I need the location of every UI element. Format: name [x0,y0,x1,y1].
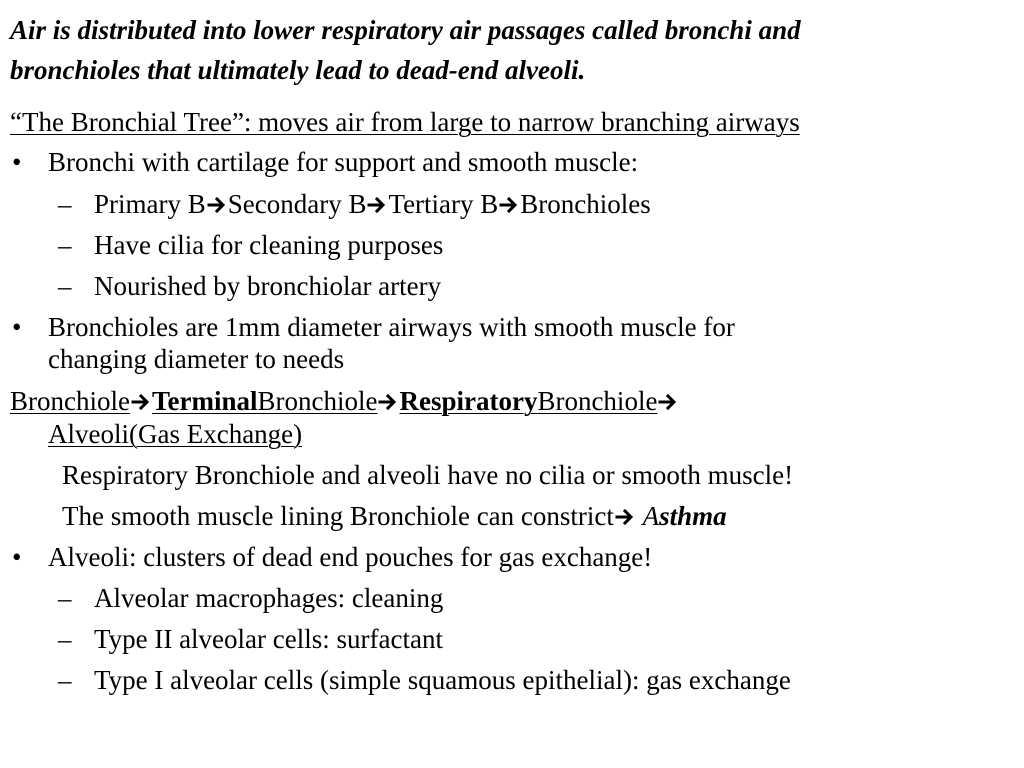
chain-tertiary: Tertiary B [388,189,499,219]
cilia-item: Have cilia for cleaning purposes [94,230,444,260]
type-ii-item: Type II alveolar cells: surfactant [94,624,443,654]
bullet-icon: • [12,542,22,572]
arrow-right-icon [207,195,227,215]
asthma-a: A [642,501,660,531]
pathway-respiratory-bronchiole: Bronchiole [537,386,658,416]
dash-icon: – [58,665,72,695]
dash-icon: – [58,230,72,260]
note-asthma [62,500,727,532]
pathway-line-1 [10,385,679,417]
macrophages-item: Alveolar macrophages: cleaning [94,583,444,613]
artery-item: Nourished by bronchiolar artery [94,271,442,301]
arrow-right-icon [367,195,387,215]
arrow-right-icon [499,195,519,215]
pathway-terminal: Terminal [151,386,258,416]
bullet-icon: • [12,312,22,342]
pathway-bronchiole: Bronchiole [10,386,130,416]
bullet-icon: • [12,147,22,177]
bronchi-item: Bronchi with cartilage for support and smooth muscle: [48,147,639,177]
pathway-line-2: Alveoli(Gas Exchange) [48,419,303,449]
arrow-right-icon [378,392,398,412]
chain-bronchioles: Bronchioles [520,189,651,219]
pathway-respiratory: Respiratory [399,386,538,416]
arrow-right-icon [131,392,151,412]
dash-icon: – [58,583,72,613]
type-i-item: Type I alveolar cells (simple squamous epithelial): gas exchange [94,665,791,695]
note-no-cilia: Respiratory Bronchiole and alveoli have no cilia or smooth muscle! [62,460,794,490]
asthma-word: sthma [659,501,727,531]
arrow-right-icon [658,392,678,412]
arrow-right-icon [615,507,635,527]
alveoli-item: Alveoli: clusters of dead end pouches for gas exchange! [48,542,653,572]
dash-icon: – [58,271,72,301]
chain-primary: Primary B [94,189,206,219]
note-asthma-text: The smooth muscle lining Bronchiole can constrict [62,501,614,531]
dash-icon: – [58,624,72,654]
title-line-2: bronchioles that ultimately lead to dead-end alveoli. [10,55,586,85]
dash-icon: – [58,189,72,219]
bronchioles-line-2: changing diameter to needs [48,344,345,374]
title-line-1: Air is distributed into lower respiratory air passages called bronchi and [10,15,801,45]
pathway-terminal-bronchiole: Bronchiole [257,386,378,416]
chain-secondary: Secondary B [227,189,367,219]
bronchial-tree-heading: “The Bronchial Tree”: moves air from large to narrow branching airways [10,107,800,137]
bronchioles-line-1: Bronchioles are 1mm diameter airways with smooth muscle for [48,312,735,342]
bronchi-chain [94,188,651,220]
